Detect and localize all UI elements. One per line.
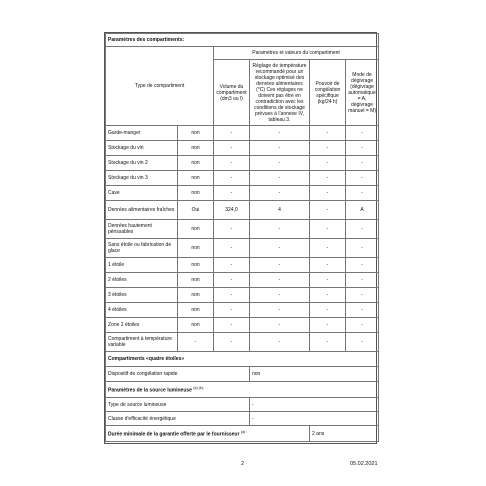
compartment-temperature: - bbox=[250, 273, 310, 288]
parameters-group-header: Paramètres et valeurs du compartiment bbox=[214, 47, 379, 60]
compartment-presence: non bbox=[178, 156, 214, 171]
table-row bbox=[106, 239, 379, 258]
compartment-freezing: - bbox=[310, 186, 346, 201]
page-number: 2 bbox=[241, 461, 245, 467]
compartment-presence: Oui bbox=[178, 201, 214, 220]
warranty-mark: (a) : bbox=[240, 430, 248, 435]
compartment-rows bbox=[106, 126, 379, 352]
compartment-freezing: - bbox=[310, 288, 346, 303]
compartment-temperature: - bbox=[250, 288, 310, 303]
compartment-presence: non bbox=[178, 273, 214, 288]
compartment-volume: - bbox=[214, 239, 250, 258]
freezing-capacity-header: Pouvoir de congélation spécifique (kg/24 h) bbox=[310, 60, 346, 126]
compartment-volume: - bbox=[214, 333, 250, 352]
compartment-type: Cave bbox=[106, 186, 178, 201]
compartment-temperature: - bbox=[250, 126, 310, 141]
table-row bbox=[106, 126, 379, 141]
compartment-freezing: - bbox=[310, 171, 346, 186]
rapid-freeze-label: Dispositif de congélation rapide bbox=[106, 367, 250, 382]
compartment-volume: - bbox=[214, 258, 250, 273]
warranty-label: Durée minimale de la garantie offerte par le fournisseur bbox=[108, 431, 240, 438]
light-source-type-label: Type de source lumineuse bbox=[106, 398, 250, 412]
compartment-type: Sans étoile ou fabrication de glace bbox=[106, 239, 178, 258]
compartment-presence: non bbox=[178, 239, 214, 258]
compartment-freezing: - bbox=[310, 258, 346, 273]
energy-class-value: - bbox=[250, 412, 379, 426]
compartment-type: Denrées hautement périssables bbox=[106, 220, 178, 239]
compartment-defrost: - bbox=[346, 141, 379, 156]
compartment-freezing: - bbox=[310, 273, 346, 288]
compartment-freezing: - bbox=[310, 201, 346, 220]
compartment-defrost: - bbox=[346, 156, 379, 171]
table-row bbox=[106, 258, 379, 273]
compartment-type: Zone 2 étoiles bbox=[106, 318, 178, 333]
compartment-type: 2 étoiles bbox=[106, 273, 178, 288]
compartment-type: Stockage du vin 3 bbox=[106, 171, 178, 186]
compartment-volume: - bbox=[214, 186, 250, 201]
compartment-type: Denrées alimentaires fraîches bbox=[106, 201, 178, 220]
compartment-temperature: - bbox=[250, 239, 310, 258]
compartment-freezing: - bbox=[310, 141, 346, 156]
table-row bbox=[106, 318, 379, 333]
compartment-presence: non bbox=[178, 288, 214, 303]
compartment-volume: - bbox=[214, 141, 250, 156]
compartment-type: Stockage du vin bbox=[106, 141, 178, 156]
table-row bbox=[106, 156, 379, 171]
table-row bbox=[106, 171, 379, 186]
compartment-temperature: - bbox=[250, 156, 310, 171]
defrost-mode-header: Mode de dégivrage (dégivrage automatique = A, dégivrage manuel = M) bbox=[346, 60, 379, 126]
compartment-freezing: - bbox=[310, 318, 346, 333]
energy-class-label: Classe d'efficacité énergétique bbox=[106, 412, 250, 426]
compartment-defrost: - bbox=[346, 288, 379, 303]
compartment-type: 4 étoiles bbox=[106, 303, 178, 318]
compartment-type: 1 étoile bbox=[106, 258, 178, 273]
compartment-freezing: - bbox=[310, 333, 346, 352]
compartment-defrost: - bbox=[346, 273, 379, 288]
table-row bbox=[106, 201, 379, 220]
compartment-temperature: - bbox=[250, 333, 310, 352]
compartment-temperature: 4 bbox=[250, 201, 310, 220]
compartment-freezing: - bbox=[310, 220, 346, 239]
compartment-defrost: - bbox=[346, 239, 379, 258]
compartment-type: Stockage du vin 2 bbox=[106, 156, 178, 171]
table-row bbox=[106, 273, 379, 288]
rapid-freeze-value: non bbox=[250, 367, 379, 382]
document-date: 05.02.2021 bbox=[350, 461, 378, 467]
warranty-label-cell bbox=[106, 426, 310, 442]
compartment-parameters-sheet bbox=[104, 32, 377, 444]
compartment-freezing: - bbox=[310, 303, 346, 318]
volume-header: Volume du compartiment (dm3 ou l) bbox=[214, 60, 250, 126]
table-row bbox=[106, 333, 379, 352]
compartment-defrost: - bbox=[346, 333, 379, 352]
compartment-defrost: - bbox=[346, 303, 379, 318]
compartment-volume: - bbox=[214, 273, 250, 288]
table-row bbox=[106, 220, 379, 239]
compartment-presence: non bbox=[178, 220, 214, 239]
compartment-presence: non bbox=[178, 171, 214, 186]
compartment-temperature: - bbox=[250, 258, 310, 273]
compartment-temperature: - bbox=[250, 171, 310, 186]
light-source-title-cell bbox=[106, 382, 379, 398]
compartment-defrost: A bbox=[346, 201, 379, 220]
compartment-volume: - bbox=[214, 220, 250, 239]
compartment-defrost: - bbox=[346, 186, 379, 201]
compartment-presence: non bbox=[178, 126, 214, 141]
compartment-freezing: - bbox=[310, 156, 346, 171]
compartment-defrost: - bbox=[346, 220, 379, 239]
light-source-title-marks: (a) (b): bbox=[193, 386, 204, 391]
compartment-volume: 324,0 bbox=[214, 201, 250, 220]
compartment-freezing: - bbox=[310, 126, 346, 141]
compartment-presence: non bbox=[178, 186, 214, 201]
compartment-volume: - bbox=[214, 288, 250, 303]
warranty-value: 2 ans bbox=[310, 426, 379, 442]
compartment-freezing: - bbox=[310, 239, 346, 258]
table-row bbox=[106, 186, 379, 201]
compartment-presence: non bbox=[178, 141, 214, 156]
compartment-defrost: - bbox=[346, 318, 379, 333]
compartment-temperature: - bbox=[250, 303, 310, 318]
compartment-volume: - bbox=[214, 171, 250, 186]
light-source-type-value: - bbox=[250, 398, 379, 412]
compartment-volume: - bbox=[214, 126, 250, 141]
compartment-volume: - bbox=[214, 156, 250, 171]
compartment-type: Garde-manger bbox=[106, 126, 178, 141]
compartment-parameters-table bbox=[105, 33, 379, 442]
compartment-type-header: Type de compartiment bbox=[106, 47, 214, 126]
temperature-header: Réglage de température recommandé pour un stockage optimisé des denrées alimentaires (°C) Ces réglages ne doivent pas être en contradiction avec les conditions de stockage prévues à l’annexe IV, tableau 3. bbox=[250, 60, 310, 126]
compartment-presence: - bbox=[178, 333, 214, 352]
compartment-type: 3 étoiles bbox=[106, 288, 178, 303]
compartment-temperature: - bbox=[250, 318, 310, 333]
compartment-defrost: - bbox=[346, 171, 379, 186]
compartment-defrost: - bbox=[346, 126, 379, 141]
table-row bbox=[106, 288, 379, 303]
compartment-presence: non bbox=[178, 258, 214, 273]
compartment-presence: non bbox=[178, 318, 214, 333]
compartment-volume: - bbox=[214, 303, 250, 318]
four-star-title: Compartiments «quatre étoiles» bbox=[106, 352, 379, 367]
compartment-type: Compartiment à température variable bbox=[106, 333, 178, 352]
light-source-title: Paramètres de la source lumineuse bbox=[108, 387, 192, 394]
table-row bbox=[106, 303, 379, 318]
compartment-volume: - bbox=[214, 318, 250, 333]
compartment-defrost: - bbox=[346, 258, 379, 273]
section-title: Paramètres des compartiments: bbox=[106, 34, 379, 47]
compartment-presence: non bbox=[178, 303, 214, 318]
compartment-temperature: - bbox=[250, 186, 310, 201]
compartment-temperature: - bbox=[250, 220, 310, 239]
compartment-temperature: - bbox=[250, 141, 310, 156]
table-row bbox=[106, 141, 379, 156]
